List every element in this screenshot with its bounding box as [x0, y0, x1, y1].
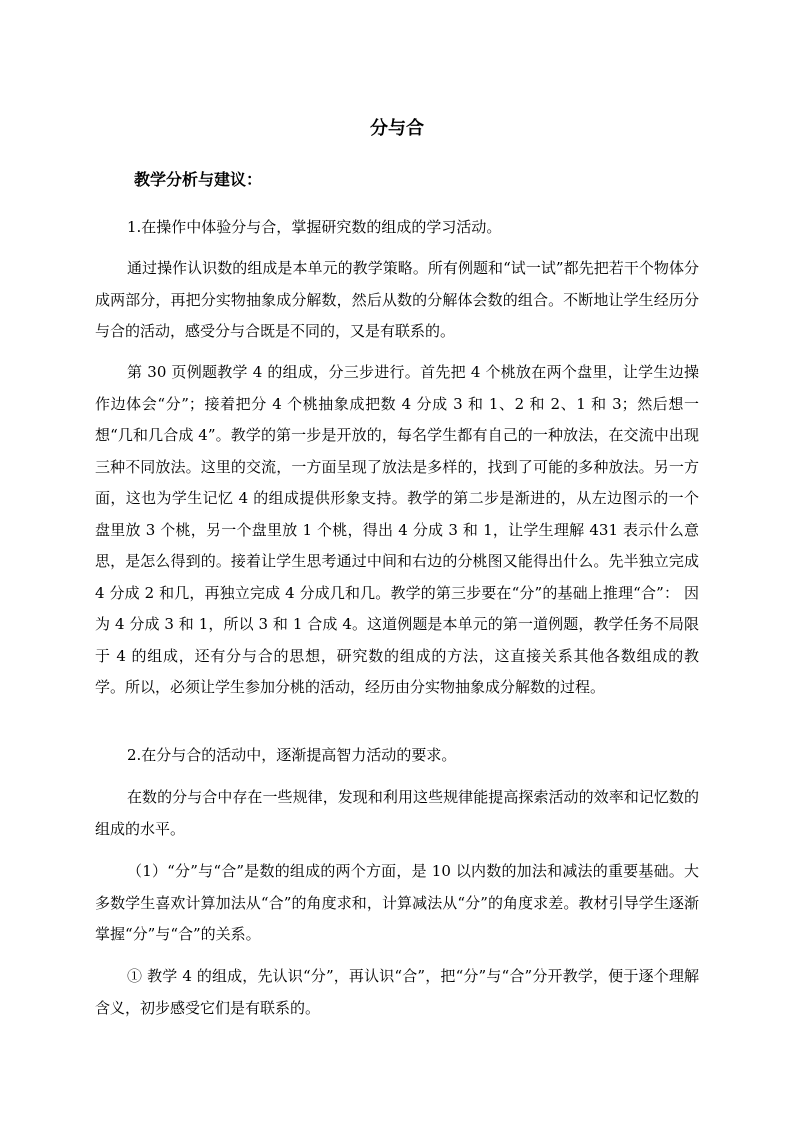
document-title: 分与合 — [370, 118, 424, 139]
paragraph-subpoint-circle-1: ① 教学 4 的组成，先认识“分”，再认识“合”，把“分”与“合”分开教学，便于逐个理解含义，初步感受它们是有联系的。 — [95, 967, 699, 1017]
paragraph-point-1: 1.在操作中体验分与合，掌握研究数的组成的学习活动。 — [127, 218, 502, 236]
paragraph-subpoint-1: （1）“分”与“合”是数的组成的两个方面，是 10 以内数的加法和减法的重要基础。大多数学生喜欢计算加法从“合”的角度求和，计算减法从“分”的角度求差。教材引导学生逐渐掌握“分”与“合”的关系。 — [95, 862, 699, 943]
section-heading: 教学分析与建议： — [134, 170, 263, 189]
paragraph-teaching-strategy: 通过操作认识数的组成是本单元的教学策略。所有例题和“试一试”都先把若干个物体分成两部分，再把分实物抽象成分解数，然后从数的分解体会数的组合。不断地让学生经历分与合的活动，感受分与合既是不同的，又是有联系的。 — [95, 259, 699, 340]
paragraph-rules: 在数的分与合中存在一些规律，发现和利用这些规律能提高探索活动的效率和记忆数的组成的水平。 — [95, 788, 699, 838]
paragraph-point-2: 2.在分与合的活动中，逐渐提高智力活动的要求。 — [127, 746, 457, 764]
paragraph-example-4: 第 30 页例题教学 4 的组成，分三步进行。首先把 4 个桃放在两个盘里，让学生边操作边体会“分”；接着把分 4 个桃抽象成把数 4 分成 3 和 1、2 和 2、1 和 3；然后想一想“几和几合成 4”。教学的第一步是开放的，每名学生都有自己的一种放法，在交流中出现三种不同放法。这里的交流，一方面呈现了放法是多样的，找到了可能的多种放法。另一方面，这也为学生记忆 4 的组成提供形象支持。教学的第二步是渐进的，从左边图示的一个盘里放 3 个桃，另一个盘里放 1 个桃，得出 4 分成 3 和 1，让学生理解 431 表示什么意思，是怎么得到的。接着让学生思考通过中间和右边的分桃图又能得出什么。先半独立完成 4 分成 2 和几，再独立完成 4 分成几和几。教学的第三步要在“分”的基础上推理“合”： 因为 4 分成 3 和 1，所以 3 和 1 合成 4。这道例题是本单元的第一道例题，教学任务不局限于 4 的组成，还有分与合的思想，研究数的组成的方法，这直接关系其他各数组成的教学。所以，必须让学生参加分桃的活动，经历由分实物抽象成分解数的过程。 — [95, 363, 699, 696]
